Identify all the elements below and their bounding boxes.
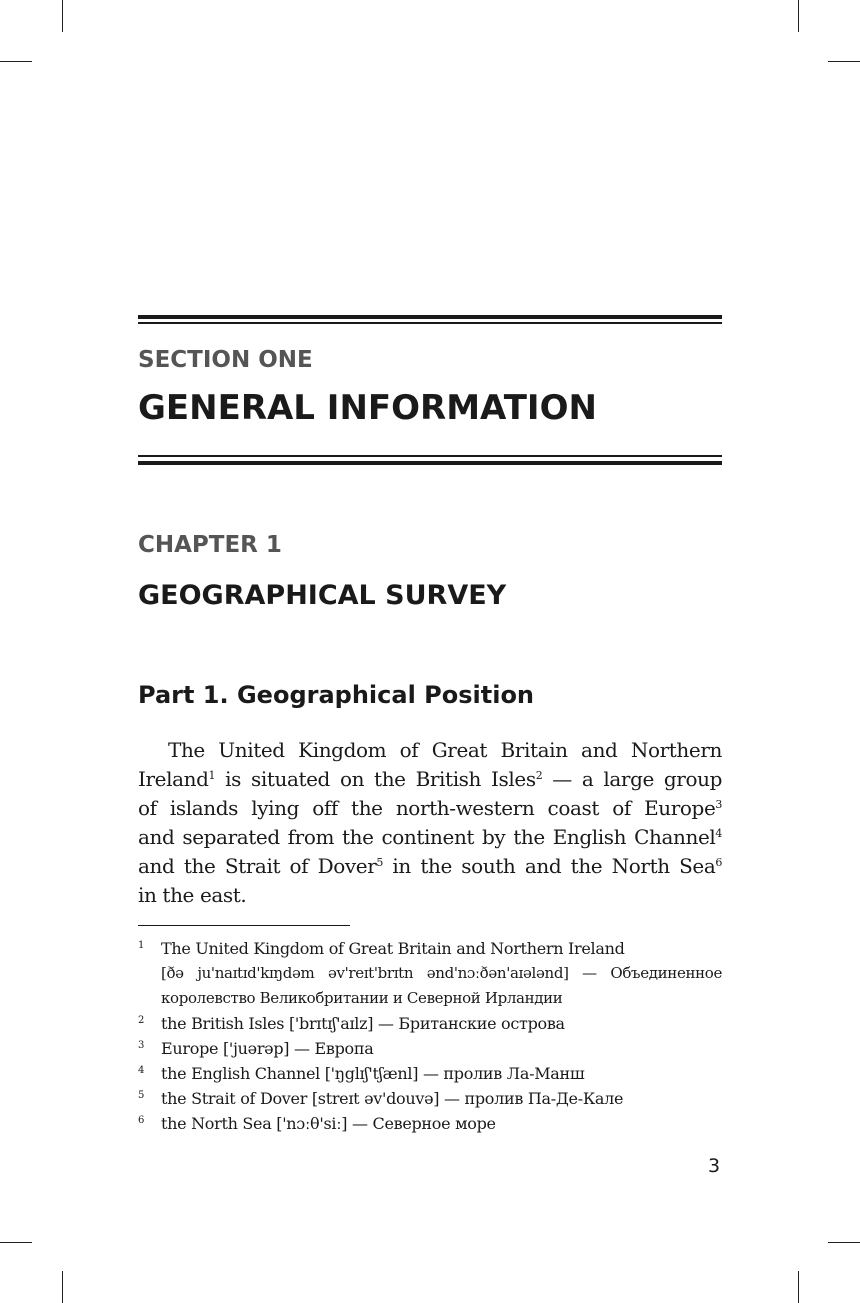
paragraph-line (138, 765, 722, 794)
text-span: of islands lying off the north-western coast of Europe (138, 796, 716, 820)
footnote-number: 4 (138, 1065, 145, 1076)
footnote-number: 1 (138, 940, 145, 951)
text-span: is situated on the British Isles (215, 767, 536, 791)
crop-mark (62, 0, 63, 32)
footnote-text: Europe ['juərəp] — Европа (161, 1039, 374, 1058)
paragraph-line: in the east. (138, 883, 247, 907)
footnote-ref[interactable]: 3 (715, 798, 722, 811)
section-title: GENERAL INFORMATION (138, 388, 597, 428)
footnote-number: 3 (138, 1040, 145, 1051)
crop-mark (0, 1242, 32, 1243)
page-number: 3 (708, 1155, 721, 1177)
paragraph-line (138, 823, 722, 852)
footnote-text: the English Channel ['ŋglɪʃ'tʃænl] — пролив Ла-Манш (161, 1064, 585, 1083)
footnote-continuation: королевство Великобритании и Северной Ирландии (161, 989, 563, 1007)
footnote-item (138, 1011, 738, 1036)
footnote-separator (138, 925, 350, 926)
footnote-number: 6 (138, 1115, 145, 1126)
footnote-item (138, 1111, 738, 1136)
section-rule-bottom-thin (138, 455, 722, 457)
part-title: Part 1. Geographical Position (138, 681, 535, 709)
paragraph-line (138, 852, 722, 881)
crop-mark (62, 1271, 63, 1303)
section-rule-top-thin (138, 322, 722, 324)
footnote-ref[interactable]: 5 (376, 856, 383, 869)
footnote-item (138, 1061, 738, 1086)
footnote-item (138, 1036, 738, 1061)
footnote-number: 5 (138, 1090, 145, 1101)
footnote-ref[interactable]: 6 (715, 856, 722, 869)
crop-mark (798, 1271, 799, 1303)
text-span: and separated from the continent by the English Channel (138, 825, 716, 849)
section-rule-bottom-thick (138, 461, 722, 465)
text-span: Ireland (138, 767, 209, 791)
footnote-ref[interactable]: 4 (715, 827, 722, 840)
chapter-label: CHAPTER 1 (138, 532, 282, 558)
section-rule-top-thick (138, 315, 722, 319)
paragraph-line: The United Kingdom of Great Britain and Northern (168, 738, 722, 762)
footnote-text: The United Kingdom of Great Britain and Northern Ireland (161, 939, 625, 958)
footnote-item (138, 936, 738, 961)
footnote-text: the Strait of Dover [streɪt əv'douvə] — пролив Па-Де-Кале (161, 1089, 624, 1108)
crop-mark (798, 0, 799, 32)
footnote-ref[interactable]: 1 (208, 769, 216, 782)
footnote-item (138, 1086, 738, 1111)
paragraph-line (138, 794, 722, 823)
footnote-continuation: [ðə ju'naɪtɪd'kɪŋdəm əv'reɪt'brɪtn ənd'nɔːðən'aɪələnd] — Объединенное (161, 964, 722, 982)
crop-mark (0, 61, 32, 62)
text-span: — a large group (542, 767, 722, 791)
footnote-number: 2 (138, 1015, 145, 1026)
crop-mark (828, 61, 860, 62)
chapter-title: GEOGRAPHICAL SURVEY (138, 580, 507, 611)
section-label: SECTION ONE (138, 347, 313, 373)
text-span: and the Strait of Dover (138, 854, 377, 878)
footnote-ref[interactable]: 2 (535, 769, 543, 782)
footnote-text: the British Isles ['brɪtɪʃ'aɪlz] — Британские острова (161, 1014, 565, 1033)
text-span: in the south and the North Sea (382, 854, 716, 878)
crop-mark (828, 1242, 860, 1243)
footnote-text: the North Sea ['nɔːθ'siː] — Северное море (161, 1114, 496, 1133)
